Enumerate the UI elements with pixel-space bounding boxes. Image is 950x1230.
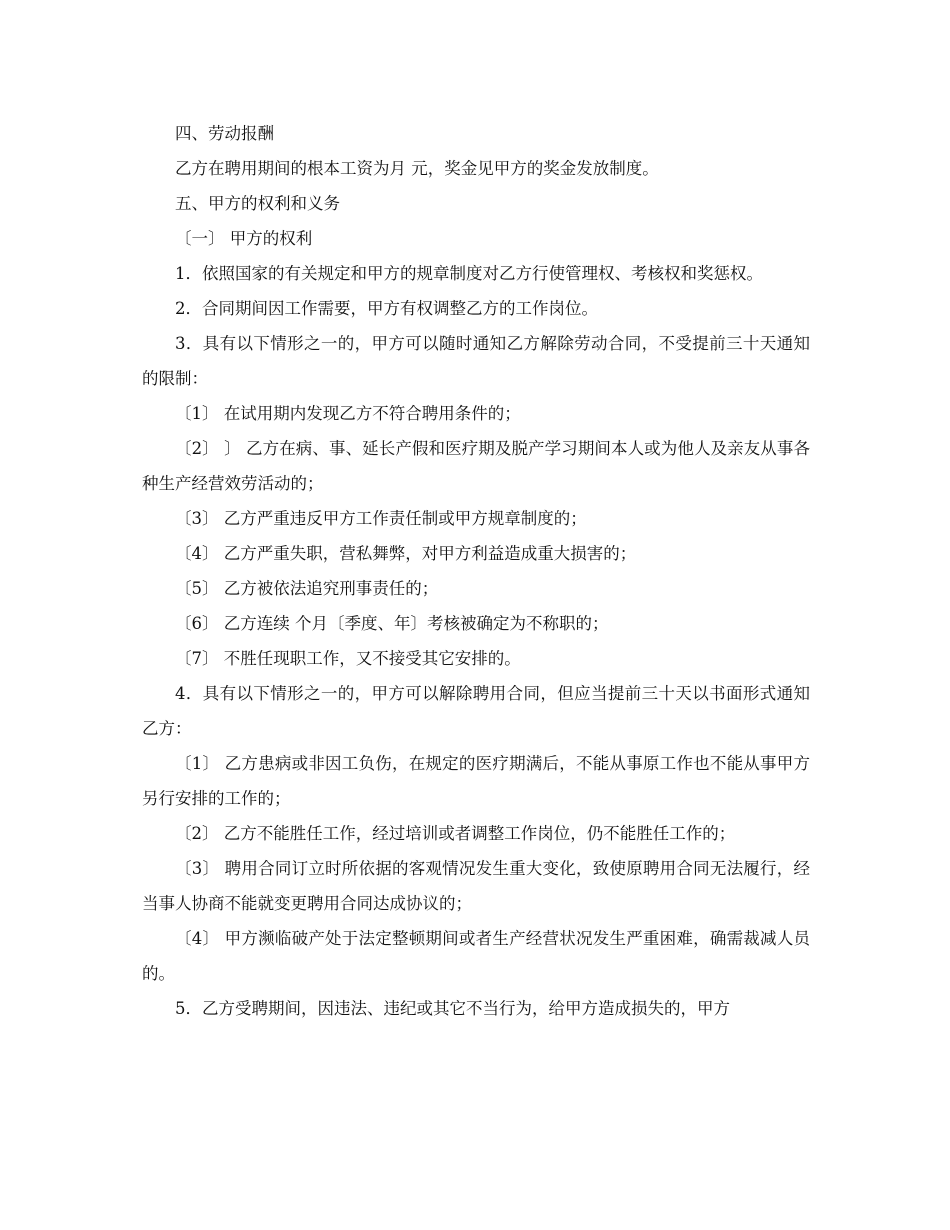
paragraph-salary: 乙方在聘用期间的根本工资为月 元，奖金见甲方的奖金发放制度。	[175, 159, 659, 178]
clause-4-item-3: 〔3〕 聘用合同订立时所依据的客观情况发生重大变化，致使原聘用合同无法履行，经当事人协商不能就变更聘用合同达成协议的；	[142, 859, 810, 913]
clause-3-item-6: 〔6〕 乙方连续 个月〔季度、年〕考核被确定为不称职的；	[175, 614, 609, 633]
subheading-employer-rights: 〔一〕 甲方的权利	[175, 229, 313, 248]
clause-3-item-5: 〔5〕 乙方被依法追究刑事责任的；	[175, 579, 439, 598]
clause-3: 3．具有以下情形之一的，甲方可以随时通知乙方解除劳动合同，不受提前三十天通知的限制：	[142, 334, 810, 388]
clause-4-item-4: 〔4〕 甲方濒临破产处于法定整顿期间或者生产经营状况发生严重困难，确需裁减人员的。	[142, 929, 810, 983]
section-heading-remuneration: 四、劳动报酬	[175, 124, 274, 143]
clause-3-item-2: 〔2〕 〕 乙方在病、事、延长产假和医疗期及脱产学习期间本人或为他人及亲友从事各种生产经营效劳活动的；	[142, 439, 810, 493]
clause-4-item-1: 〔1〕 乙方患病或非因工负伤，在规定的医疗期满后，不能从事原工作也不能从事甲方另行安排的工作的；	[142, 754, 810, 808]
clause-3-item-1: 〔1〕 在试用期内发现乙方不符合聘用条件的；	[175, 404, 521, 423]
clause-5: 5．乙方受聘期间，因违法、违纪或其它不当行为，给甲方造成损失的，甲方	[175, 999, 730, 1018]
clause-1: 1．依照国家的有关规定和甲方的规章制度对乙方行使管理权、考核权和奖惩权。	[175, 264, 763, 283]
clause-3-item-3: 〔3〕 乙方严重违反甲方工作责任制或甲方规章制度的；	[175, 509, 587, 528]
clause-2: 2．合同期间因工作需要，甲方有权调整乙方的工作岗位。	[175, 299, 598, 318]
section-heading-employer-rights-duties: 五、甲方的权利和义务	[175, 194, 340, 213]
clause-4-item-2: 〔2〕 乙方不能胜任工作，经过培训或者调整工作岗位，仍不能胜任工作的；	[175, 824, 736, 843]
clause-3-item-7: 〔7〕 不胜任现职工作，又不接受其它安排的。	[175, 649, 521, 668]
clause-3-item-4: 〔4〕 乙方严重失职，营私舞弊，对甲方利益造成重大损害的；	[175, 544, 637, 563]
document-body	[142, 116, 810, 1026]
clause-4: 4．具有以下情形之一的，甲方可以解除聘用合同，但应当提前三十天以书面形式通知乙方：	[142, 684, 810, 738]
